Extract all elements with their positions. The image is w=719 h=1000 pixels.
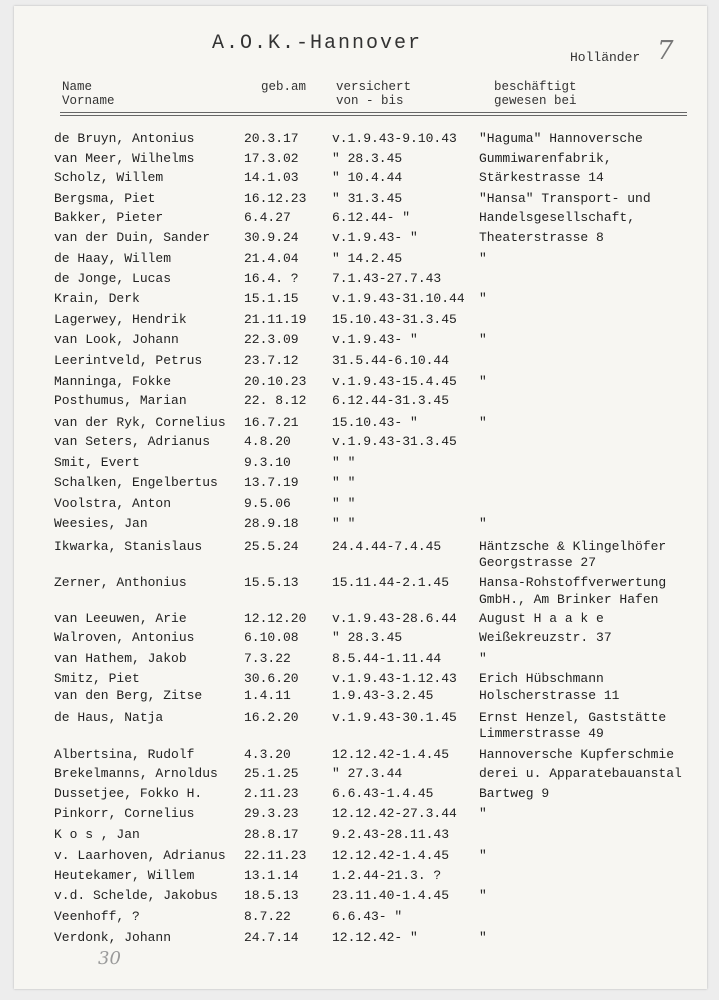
insured-cell: v.1.9.43-28.6.44 <box>332 611 457 626</box>
insured-cell: " 14.2.45 <box>332 251 403 266</box>
insured-cell: 12.12.42-1.4.45 <box>332 848 450 863</box>
born-cell: 9.5.06 <box>244 496 291 511</box>
employer-cell: " <box>479 848 487 863</box>
name-cell: Heutekamer, Willem <box>54 868 195 883</box>
name-cell: Pinkorr, Cornelius <box>54 806 195 821</box>
insured-cell: 6.6.43-1.4.45 <box>332 786 434 801</box>
born-cell: 15.1.15 <box>244 291 299 306</box>
name-cell: Zerner, Anthonius <box>54 575 187 590</box>
name-cell: de Jonge, Lucas <box>54 271 172 286</box>
table-row <box>14 868 707 888</box>
table-row <box>14 726 707 746</box>
name-cell: Bergsma, Piet <box>54 191 156 206</box>
column-header-name-line1: Name <box>62 80 93 94</box>
employer-cell: Gummiwarenfabrik, <box>479 151 612 166</box>
insured-cell: v.1.9.43-1.12.43 <box>332 671 457 686</box>
employer-cell: " <box>479 888 487 903</box>
employer-cell: "Haguma" Hannoversche <box>479 131 643 146</box>
insured-cell: " " <box>332 475 356 490</box>
insured-cell: v.1.9.43-31.10.44 <box>332 291 465 306</box>
name-cell: van Hathem, Jakob <box>54 651 187 666</box>
name-cell: van der Duin, Sander <box>54 230 211 245</box>
employer-cell: Theaterstrasse 8 <box>479 230 604 245</box>
born-cell: 21.4.04 <box>244 251 299 266</box>
employer-cell: Limmerstrasse 49 <box>479 726 604 741</box>
insured-cell: " 28.3.45 <box>332 630 403 645</box>
handwritten-page-mark: 7 <box>657 36 674 66</box>
insured-cell: 1.2.44-21.3. ? <box>332 868 442 883</box>
insured-cell: v.1.9.43-30.1.45 <box>332 710 457 725</box>
employer-cell: Ernst Henzel, Gaststätte <box>479 710 667 725</box>
name-cell: v.d. Schelde, Jakobus <box>54 888 218 903</box>
name-cell: Dussetjee, Fokko H. <box>54 786 203 801</box>
born-cell: 23.7.12 <box>244 353 299 368</box>
employer-cell: Hansa-Rohstoffverwertung <box>479 575 667 590</box>
name-cell: v. Laarhoven, Adrianus <box>54 848 226 863</box>
column-header-employed-line1: beschäftigt <box>494 80 577 94</box>
born-cell: 30.9.24 <box>244 230 299 245</box>
employer-cell: Bartweg 9 <box>479 786 550 801</box>
employer-cell: Stärkestrasse 14 <box>479 170 604 185</box>
column-header-born <box>261 80 306 94</box>
table-row <box>14 786 707 806</box>
born-cell: 24.7.14 <box>244 930 299 945</box>
insured-cell: 9.2.43-28.11.43 <box>332 827 450 842</box>
born-cell: 28.9.18 <box>244 516 299 531</box>
employer-cell: Hannoversche Kupferschmie <box>479 747 675 762</box>
insured-cell: 15.10.43-31.3.45 <box>332 312 457 327</box>
table-row <box>14 827 707 847</box>
insured-cell: 12.12.42- " <box>332 930 418 945</box>
name-cell: Bakker, Pieter <box>54 210 164 225</box>
born-cell: 16.12.23 <box>244 191 307 206</box>
employer-cell: " <box>479 415 487 430</box>
born-cell: 9.3.10 <box>244 455 291 470</box>
born-cell: 16.7.21 <box>244 415 299 430</box>
insured-cell: v.1.9.43- " <box>332 230 418 245</box>
insured-cell: 6.6.43- " <box>332 909 403 924</box>
name-cell: K o s , Jan <box>54 827 140 842</box>
table-row <box>14 151 707 171</box>
name-cell: de Haus, Natja <box>54 710 164 725</box>
insured-cell: 12.12.42-1.4.45 <box>332 747 450 762</box>
name-cell: de Bruyn, Antonius <box>54 131 195 146</box>
name-cell: Scholz, Willem <box>54 170 164 185</box>
column-header-name-line2: Vorname <box>62 94 115 108</box>
employer-cell: " <box>479 251 487 266</box>
born-cell: 22.3.09 <box>244 332 299 347</box>
name-cell: Schalken, Engelbertus <box>54 475 218 490</box>
employer-cell: Handelsgesellschaft, <box>479 210 636 225</box>
table-row <box>14 475 707 495</box>
document-category: Holländer <box>570 50 641 65</box>
employer-cell: GmbH., Am Brinker Hafen <box>479 592 659 607</box>
table-row <box>14 848 707 868</box>
name-cell: Verdonk, Johann <box>54 930 172 945</box>
employer-cell: August H a a k e <box>479 611 604 626</box>
name-cell: de Haay, Willem <box>54 251 172 266</box>
table-row <box>14 230 707 250</box>
table-row <box>14 747 707 767</box>
column-header-insured <box>336 80 411 108</box>
name-cell: van Seters, Adrianus <box>54 434 211 449</box>
table-row <box>14 766 707 786</box>
born-cell: 14.1.03 <box>244 170 299 185</box>
employer-cell: " <box>479 332 487 347</box>
born-cell: 13.7.19 <box>244 475 299 490</box>
name-cell: Manninga, Fokke <box>54 374 172 389</box>
insured-cell: 6.12.44- " <box>332 210 411 225</box>
born-cell: 20.10.23 <box>244 374 307 389</box>
header-rule-bottom <box>60 115 687 116</box>
employer-cell: Häntzsche & Klingelhöfer <box>479 539 667 554</box>
column-header-insured-line1: versichert <box>336 80 412 94</box>
column-header-insured-line2: von - bis <box>336 94 404 108</box>
table-row <box>14 393 707 413</box>
table-row <box>14 332 707 352</box>
born-cell: 6.10.08 <box>244 630 299 645</box>
born-cell: 2.11.23 <box>244 786 299 801</box>
employer-cell: "Hansa" Transport- und <box>479 191 651 206</box>
born-cell: 17.3.02 <box>244 151 299 166</box>
born-cell: 1.4.11 <box>244 688 291 703</box>
born-cell: 6.4.27 <box>244 210 291 225</box>
header-rule-top <box>60 112 687 113</box>
table-row <box>14 353 707 373</box>
insured-cell: " " <box>332 496 356 511</box>
born-cell: 29.3.23 <box>244 806 299 821</box>
table-row <box>14 888 707 908</box>
insured-cell: 6.12.44-31.3.45 <box>332 393 450 408</box>
employer-cell: " <box>479 651 487 666</box>
document-title: A.O.K.-Hannover <box>212 32 423 55</box>
name-cell: van den Berg, Zitse <box>54 688 203 703</box>
column-header-born-line1: geb.am <box>261 80 307 94</box>
insured-cell: " 10.4.44 <box>332 170 403 185</box>
insured-cell: 15.10.43- " <box>332 415 418 430</box>
employer-cell: " <box>479 930 487 945</box>
name-cell: Lagerwey, Hendrik <box>54 312 187 327</box>
insured-cell: 31.5.44-6.10.44 <box>332 353 450 368</box>
born-cell: 8.7.22 <box>244 909 291 924</box>
table-row <box>14 630 707 650</box>
born-cell: 4.8.20 <box>244 434 291 449</box>
name-cell: Smitz, Piet <box>54 671 140 686</box>
insured-cell: 23.11.40-1.4.45 <box>332 888 450 903</box>
employer-cell: " <box>479 806 487 821</box>
born-cell: 16.2.20 <box>244 710 299 725</box>
table-row <box>14 455 707 475</box>
name-cell: Smit, Evert <box>54 455 140 470</box>
insured-cell: v.1.9.43-31.3.45 <box>332 434 457 449</box>
name-cell: Veenhoff, ? <box>54 909 140 924</box>
employer-cell: Georgstrasse 27 <box>479 555 597 570</box>
name-cell: Krain, Derk <box>54 291 140 306</box>
name-cell: Weesies, Jan <box>54 516 148 531</box>
employer-cell: Holscherstrasse 11 <box>479 688 620 703</box>
table-row <box>14 688 707 708</box>
column-header-name <box>62 80 115 108</box>
name-cell: Brekelmanns, Arnoldus <box>54 766 218 781</box>
insured-cell: v.1.9.43-15.4.45 <box>332 374 457 389</box>
table-row <box>14 291 707 311</box>
table-row <box>14 251 707 271</box>
born-cell: 13.1.14 <box>244 868 299 883</box>
table-row <box>14 930 707 950</box>
table-row <box>14 555 707 575</box>
column-header-employed-line2: gewesen bei <box>494 94 577 108</box>
table-row <box>14 434 707 454</box>
born-cell: 25.5.24 <box>244 539 299 554</box>
employer-cell: " <box>479 374 487 389</box>
born-cell: 16.4. ? <box>244 271 299 286</box>
insured-cell: " " <box>332 455 356 470</box>
insured-cell: 15.11.44-2.1.45 <box>332 575 450 590</box>
insured-cell: " 27.3.44 <box>332 766 403 781</box>
handwritten-footer-mark: 30 <box>98 948 121 969</box>
born-cell: 7.3.22 <box>244 651 291 666</box>
table-row <box>14 374 707 394</box>
table-row <box>14 516 707 536</box>
born-cell: 21.11.19 <box>244 312 307 327</box>
table-row <box>14 210 707 230</box>
insured-cell: 7.1.43-27.7.43 <box>332 271 442 286</box>
insured-cell: 12.12.42-27.3.44 <box>332 806 457 821</box>
table-row <box>14 909 707 929</box>
name-cell: van Look, Johann <box>54 332 179 347</box>
name-cell: van der Ryk, Cornelius <box>54 415 226 430</box>
born-cell: 25.1.25 <box>244 766 299 781</box>
name-cell: Albertsina, Rudolf <box>54 747 195 762</box>
born-cell: 22. 8.12 <box>244 393 307 408</box>
column-header-employed <box>494 80 577 108</box>
born-cell: 15.5.13 <box>244 575 299 590</box>
name-cell: Posthumus, Marian <box>54 393 187 408</box>
table-row <box>14 592 707 612</box>
insured-cell: v.1.9.43-9.10.43 <box>332 131 457 146</box>
born-cell: 4.3.20 <box>244 747 291 762</box>
table-row <box>14 170 707 190</box>
insured-cell: v.1.9.43- " <box>332 332 418 347</box>
name-cell: van Leeuwen, Arie <box>54 611 187 626</box>
name-cell: Leerintveld, Petrus <box>54 353 203 368</box>
born-cell: 28.8.17 <box>244 827 299 842</box>
table-row <box>14 312 707 332</box>
insured-cell: " 28.3.45 <box>332 151 403 166</box>
name-cell: van Meer, Wilhelms <box>54 151 195 166</box>
table-row <box>14 131 707 151</box>
insured-cell: 1.9.43-3.2.45 <box>332 688 434 703</box>
insured-cell: 24.4.44-7.4.45 <box>332 539 442 554</box>
born-cell: 12.12.20 <box>244 611 307 626</box>
insured-cell: " 31.3.45 <box>332 191 403 206</box>
born-cell: 20.3.17 <box>244 131 299 146</box>
insured-cell: 8.5.44-1.11.44 <box>332 651 442 666</box>
born-cell: 30.6.20 <box>244 671 299 686</box>
document-page <box>14 6 707 989</box>
name-cell: Walroven, Antonius <box>54 630 195 645</box>
name-cell: Voolstra, Anton <box>54 496 172 511</box>
table-row <box>14 806 707 826</box>
employer-cell: Weißekreuzstr. 37 <box>479 630 612 645</box>
table-row <box>14 496 707 516</box>
table-row <box>14 415 707 435</box>
born-cell: 22.11.23 <box>244 848 307 863</box>
table-row <box>14 651 707 671</box>
insured-cell: " " <box>332 516 356 531</box>
table-row <box>14 611 707 631</box>
employer-cell: Erich Hübschmann <box>479 671 604 686</box>
employer-cell: derei u. Apparatebauanstal <box>479 766 682 781</box>
table-row <box>14 191 707 211</box>
employer-cell: " <box>479 516 487 531</box>
table-row <box>14 271 707 291</box>
employer-cell: " <box>479 291 487 306</box>
born-cell: 18.5.13 <box>244 888 299 903</box>
name-cell: Ikwarka, Stanislaus <box>54 539 203 554</box>
